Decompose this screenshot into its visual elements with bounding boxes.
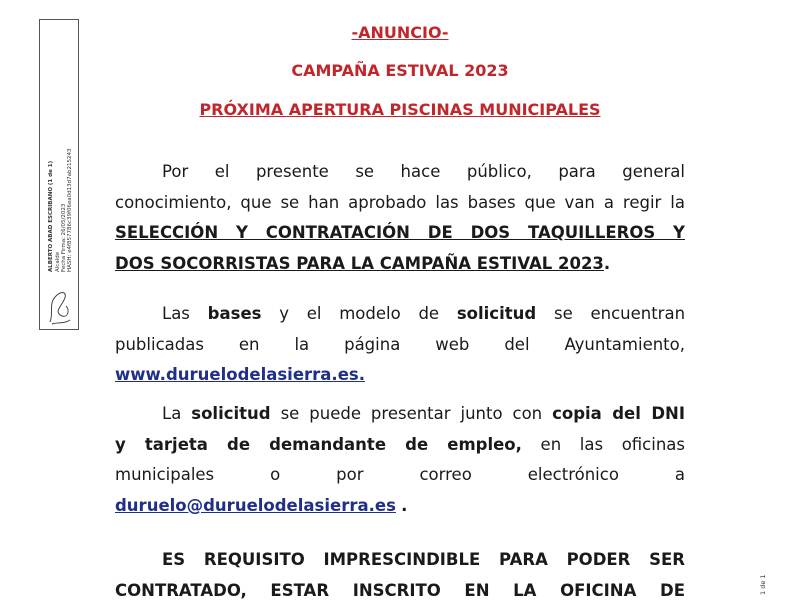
email-link[interactable]: duruelo@duruelodelasierra.es [115, 496, 396, 515]
page-number: 1 de 1 [759, 574, 767, 595]
signer-name: ALBERTO ABAD ESCRIBANO (1 de 1) [48, 161, 54, 272]
paragraph-line [115, 491, 685, 522]
paragraph-bases [115, 299, 685, 391]
signer-role: Alcalde [55, 252, 61, 272]
paragraph-line: Por el presente se hace público, para general [115, 157, 685, 188]
solicitud-bold: solicitud [191, 404, 270, 423]
pool-opening-title: PRÓXIMA APERTURA PISCINAS MUNICIPALES [0, 100, 800, 119]
paragraph-line [115, 249, 685, 280]
paragraph-line [115, 299, 685, 330]
paragraph-line [115, 576, 685, 606]
announcement-title: -ANUNCIO- [0, 23, 800, 42]
paragraph-line: publicadas en la página web del Ayuntamiento, [115, 330, 685, 361]
requirement-bold: CONTRATADO, ESTAR INSCRITO EN LA OFICINA DE [115, 581, 685, 600]
paragraph-line [115, 399, 685, 430]
paragraph-line [115, 360, 685, 391]
paragraph-solicitud [115, 399, 685, 521]
paragraph-line [115, 218, 685, 249]
text-fragment: y el modelo de [279, 304, 439, 323]
paragraph-line: conocimiento, que se han aprobado las bases que van a regir la [115, 188, 685, 219]
period: . [401, 496, 407, 515]
paragraph-line: municipales o por correo electrónico a [115, 460, 685, 491]
paragraph-line [115, 545, 685, 576]
text-fragment: se encuentran [554, 304, 685, 323]
website-link[interactable]: www.duruelodelasierra.es. [115, 365, 365, 384]
period: . [604, 254, 610, 273]
bases-bold: bases [208, 304, 262, 323]
solicitud-bold: solicitud [457, 304, 536, 323]
campaign-title: CAMPAÑA ESTIVAL 2023 [0, 61, 800, 80]
text-fragment: en las oficinas [541, 435, 685, 454]
signature-date: Fecha Firma: 26/05/2023 [61, 204, 67, 272]
paragraph-announcement [115, 157, 685, 279]
text-fragment: se puede presentar junto con [281, 404, 543, 423]
requirement-bold: ES REQUISITO IMPRESCINDIBLE PARA PODER SER [162, 550, 685, 569]
paragraph-line [115, 430, 685, 461]
employment-card-bold: y tarjeta de demandante de empleo, [115, 435, 522, 454]
text-fragment: Las [162, 304, 190, 323]
signature-hash: HASH: e4f857786c39f06ea0d13d7ab215243 [67, 149, 73, 273]
paragraph-requirement [115, 545, 685, 606]
dni-bold: copia del DNI [552, 404, 685, 423]
selection-text: SELECCIÓN Y CONTRATACIÓN DE DOS TAQUILLEROS Y [115, 223, 685, 242]
text-fragment: La [162, 404, 181, 423]
selection-text: DOS SOCORRISTAS PARA LA CAMPAÑA ESTIVAL 2023 [115, 254, 604, 273]
handwritten-signature [44, 282, 76, 328]
